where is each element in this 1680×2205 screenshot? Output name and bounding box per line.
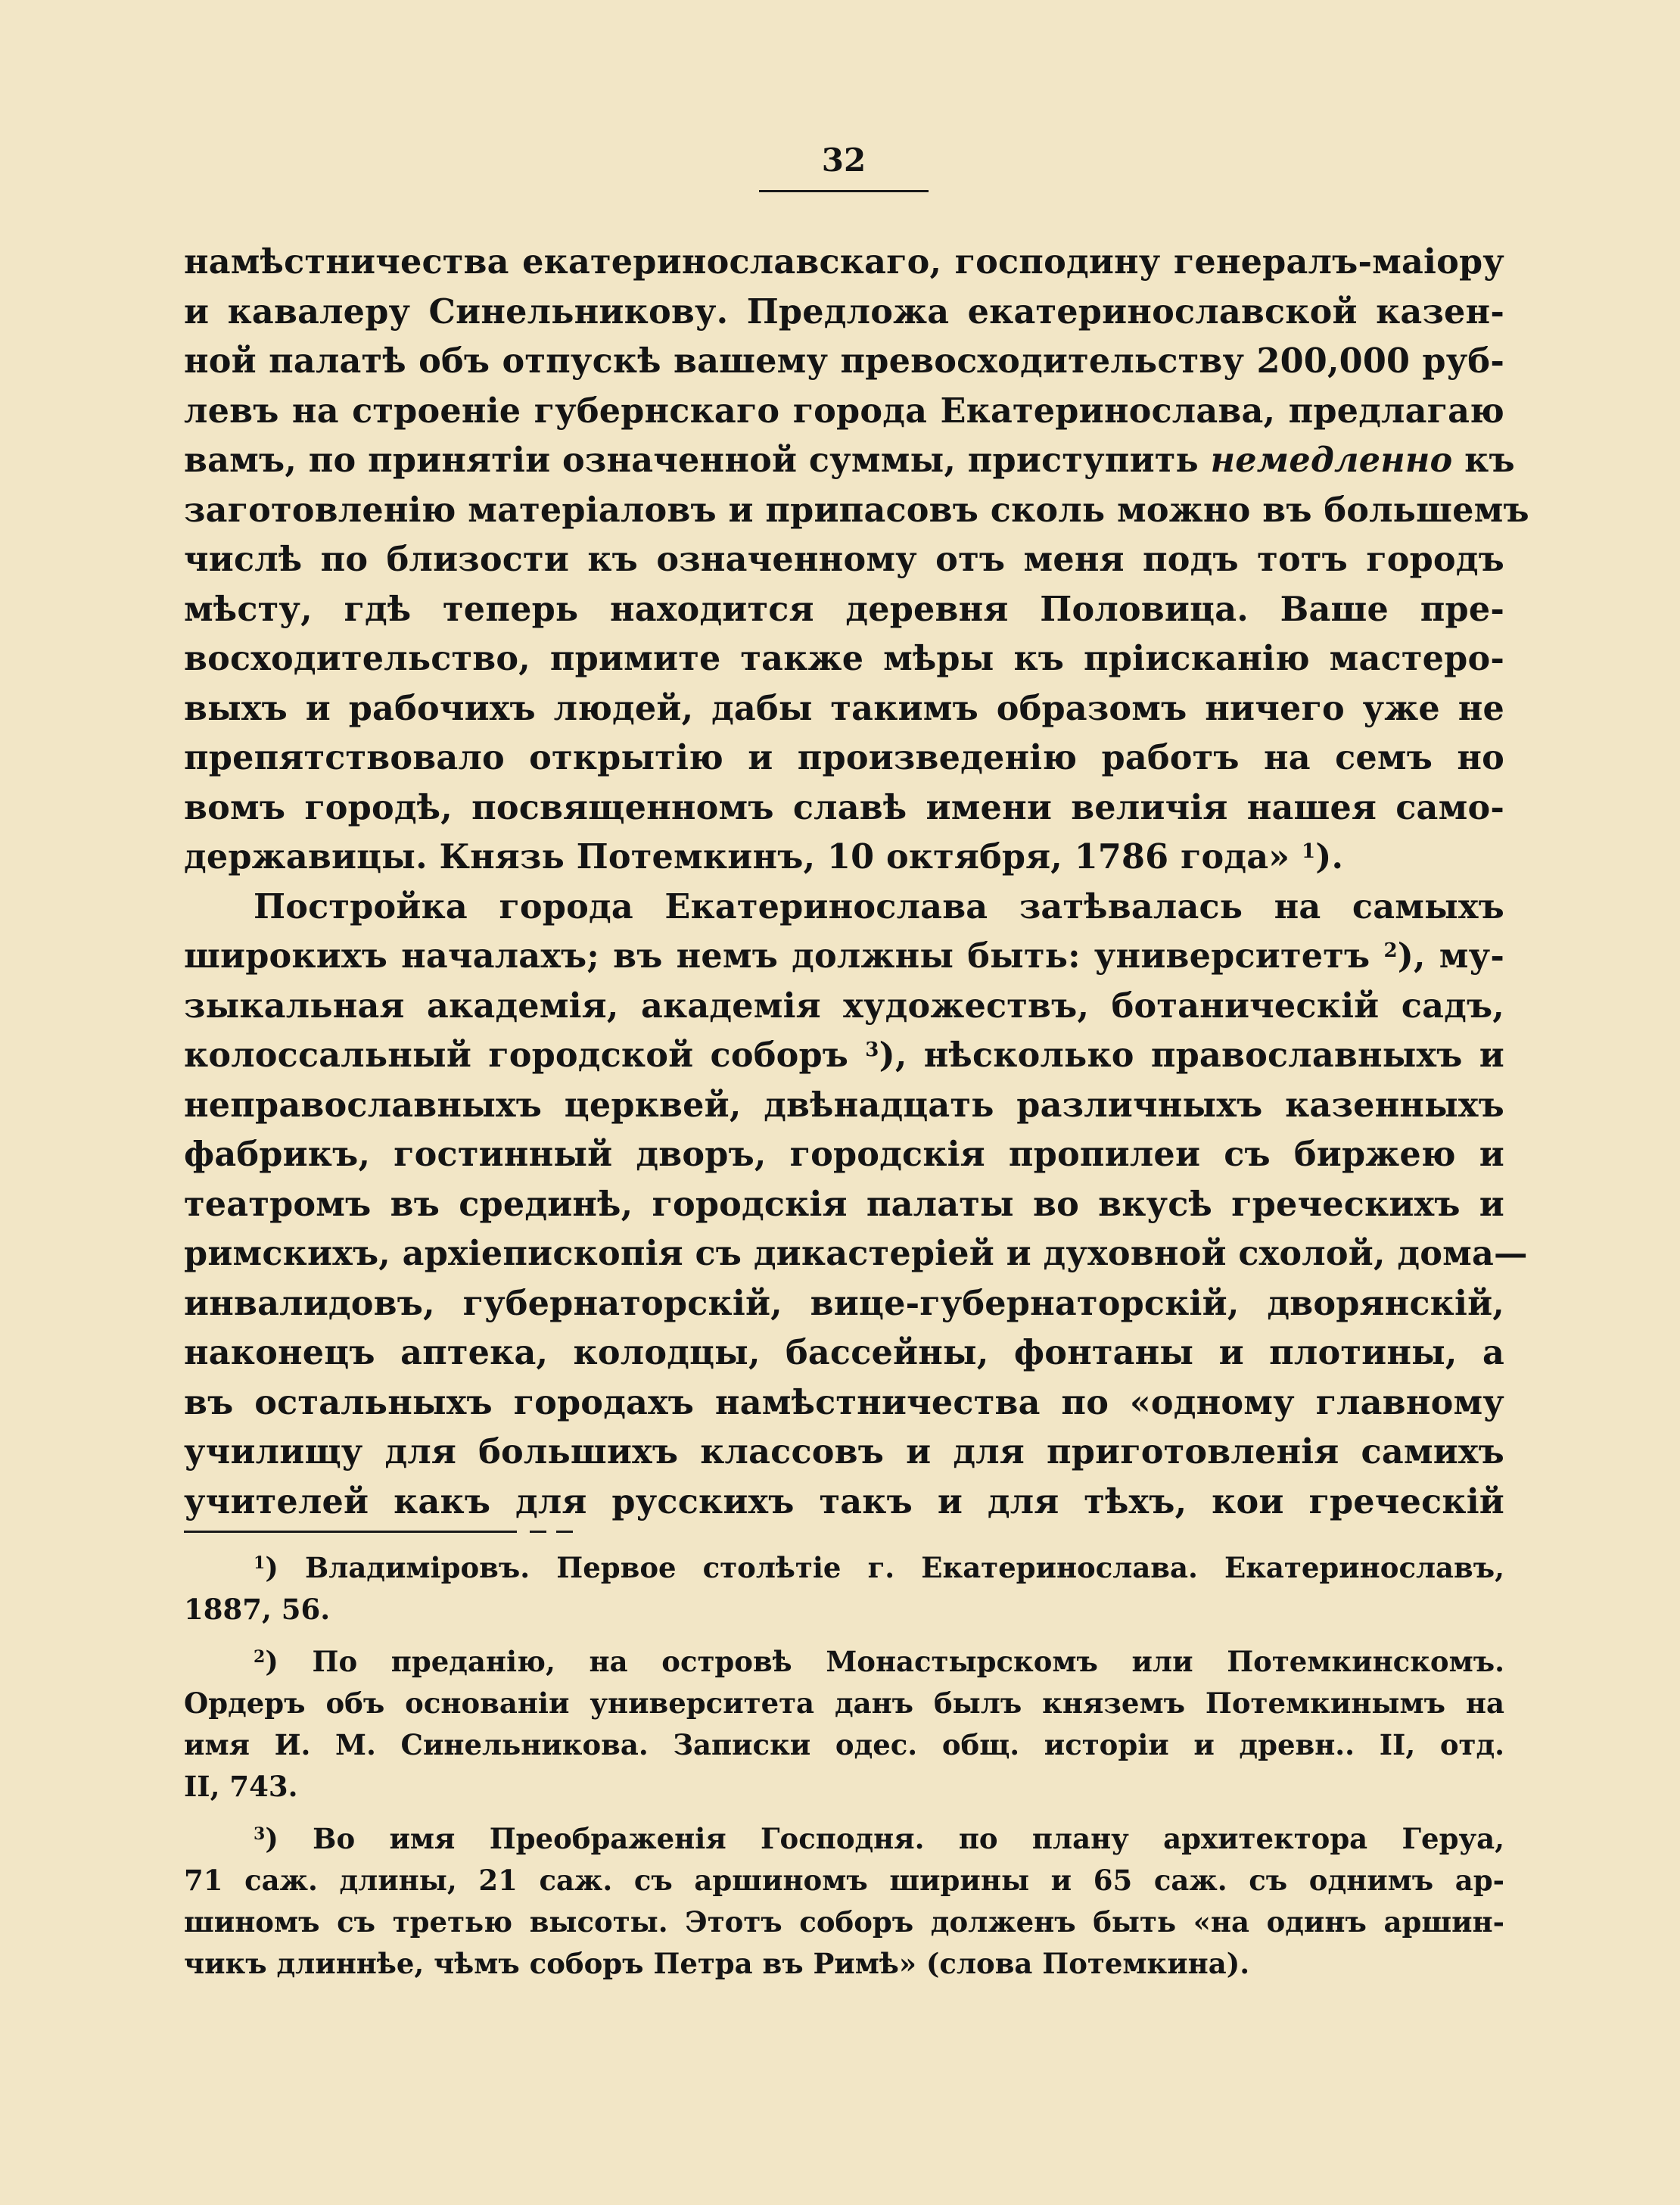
page-number: 32 bbox=[821, 142, 866, 179]
footnote-separator-dash bbox=[556, 1531, 573, 1533]
footnote-line: Ордеръ объ основаніи университета данъ былъ княземъ Потемкинымъ на bbox=[184, 1686, 1504, 1720]
text-segment: ), му- bbox=[1397, 936, 1504, 976]
footnote-marker: 1 bbox=[254, 1553, 266, 1573]
paragraph-2 bbox=[184, 883, 1528, 1528]
text-segment: державицы. Князь Потемкинъ, 10 октября, 1786 года» bbox=[184, 837, 1302, 877]
text-line: восходительство, примите также мѣры къ пріисканію мастеро- bbox=[184, 639, 1504, 678]
footnote-line: II, 743. bbox=[184, 1770, 298, 1803]
footnote-marker: 2 bbox=[254, 1647, 266, 1667]
text-segment: колоссальный городской соборъ bbox=[184, 1036, 866, 1075]
text-line: зыкальная академія, академія художествъ, ботаническій садъ, bbox=[184, 986, 1504, 1026]
text-line bbox=[184, 436, 1515, 486]
footnotes bbox=[184, 1547, 1504, 1985]
text-segment: Во имя Преображенія Господня. по плану архитектора Геруа, bbox=[313, 1822, 1505, 1855]
header-rule bbox=[759, 190, 929, 192]
footnote-1 bbox=[184, 1547, 1504, 1630]
footnote-line: чикъ длиннѣе, чѣмъ соборъ Петра въ Римѣ» (слова Потемкина). bbox=[184, 1947, 1250, 1980]
text-segment: ), нѣсколько православныхъ и bbox=[879, 1036, 1504, 1075]
text-line: училищу для большихъ классовъ и для приготовленія самихъ bbox=[184, 1432, 1504, 1472]
text-line: инвалидовъ, губернаторскій, вице-губернаторскій, дворянскій, bbox=[184, 1283, 1504, 1323]
text-segment: вамъ, по принятіи означенной суммы, приступить bbox=[184, 441, 1211, 480]
text-line: неправославныхъ церквей, двѣнадцать различныхъ казенныхъ bbox=[184, 1085, 1504, 1125]
footnote-ref: 1 bbox=[1301, 840, 1316, 863]
text-line: и кавалеру Синельникову. Предложа екатеринославской казен- bbox=[184, 291, 1504, 332]
footnote-line: $^1$) Владиміровъ. Первое столѣтіе г. Екатеринослава. Екатеринославъ, bbox=[254, 1551, 1505, 1584]
text-line bbox=[184, 1031, 1504, 1081]
footnote-line: имя И. М. Синельникова. Записки одес. общ. исторіи и древн.. II, отд. bbox=[184, 1728, 1504, 1761]
text-line: наконецъ аптека, колодцы, бассейны, фонтаны и плотины, а bbox=[184, 1333, 1504, 1372]
footnote-line: 1887, 56. bbox=[184, 1593, 331, 1626]
footnote-line: $^2$) По преданію, на островѣ Монастырскомъ или Потемкинскомъ. bbox=[254, 1645, 1505, 1678]
text-line: левъ на строеніе губернскаго города Екатеринослава, предлагаю bbox=[184, 391, 1504, 431]
footnote-3 bbox=[184, 1818, 1504, 1985]
text-line: намѣстничества екатеринославскаго, господину генералъ-маіору bbox=[184, 242, 1504, 282]
text-line: учителей какъ для русскихъ такъ и для тѣхъ, кои греческій bbox=[184, 1481, 1504, 1521]
text-line: вомъ городѣ, посвященномъ славѣ имени величія нашея само- bbox=[184, 787, 1504, 827]
text-segment: къ bbox=[1452, 441, 1515, 480]
text-segment: По преданію, на островѣ Монастырскомъ или Потемкинскомъ. bbox=[312, 1645, 1505, 1678]
paragraph-1 bbox=[184, 238, 1529, 883]
text-line bbox=[184, 833, 1504, 883]
footnote-ref: 3 bbox=[865, 1039, 879, 1061]
footnote-line: 71 саж. длины, 21 саж. съ аршиномъ ширины и 65 саж. съ однимъ ар- bbox=[184, 1864, 1504, 1897]
text-line: Постройка города Екатеринослава затѣвалась на самыхъ bbox=[254, 886, 1504, 927]
text-line: театромъ въ срединѣ, городскія палаты во вкусѣ греческихъ и bbox=[184, 1184, 1504, 1224]
text-line: препятствовало открытію и произведенію работъ на семъ но bbox=[184, 738, 1504, 777]
text-line: ной палатѣ объ отпускѣ вашему превосходительству 200,000 руб- bbox=[184, 341, 1504, 381]
footnote-ref: 2 bbox=[1383, 939, 1398, 962]
text-line: числѣ по близости къ означенному отъ меня подъ тотъ городъ bbox=[184, 540, 1504, 579]
main-text bbox=[184, 238, 1529, 1527]
text-line bbox=[184, 932, 1504, 982]
footnote-marker: 3 bbox=[254, 1824, 266, 1844]
text-line: римскихъ, архіепископія съ дикастеріей и духовной схолой, дома— bbox=[184, 1234, 1528, 1273]
footnote-2 bbox=[184, 1641, 1504, 1808]
text-segment: широкихъ началахъ; въ немъ должны быть: университетъ bbox=[184, 936, 1384, 976]
emphasized-word: немедленно bbox=[1210, 441, 1453, 480]
text-segment: ). bbox=[1315, 837, 1344, 877]
footnote-line: $^3$) Во имя Преображенія Господня. по плану архитектора Геруа, bbox=[254, 1822, 1505, 1855]
footnote-separator bbox=[184, 1531, 517, 1533]
text-line: выхъ и рабочихъ людей, дабы такимъ образомъ ничего уже не bbox=[184, 688, 1504, 728]
footnote-separator-dash bbox=[530, 1531, 546, 1533]
text-line: заготовленію матеріаловъ и припасовъ сколь можно въ большемъ bbox=[184, 490, 1529, 530]
text-line: мѣсту, гдѣ теперь находится деревня Половица. Ваше пре- bbox=[184, 589, 1504, 629]
footnote-line: шиномъ съ третью высоты. Этотъ соборъ долженъ быть «на одинъ аршин- bbox=[184, 1905, 1504, 1939]
text-segment: Владиміровъ. Первое столѣтіе г. Екатеринослава. Екатеринославъ, bbox=[304, 1551, 1505, 1584]
text-line: въ остальныхъ городахъ намѣстничества по «одному главному bbox=[184, 1382, 1504, 1422]
text-line: фабрикъ, гостинный дворъ, городскія пропилеи съ биржею и bbox=[184, 1135, 1504, 1174]
